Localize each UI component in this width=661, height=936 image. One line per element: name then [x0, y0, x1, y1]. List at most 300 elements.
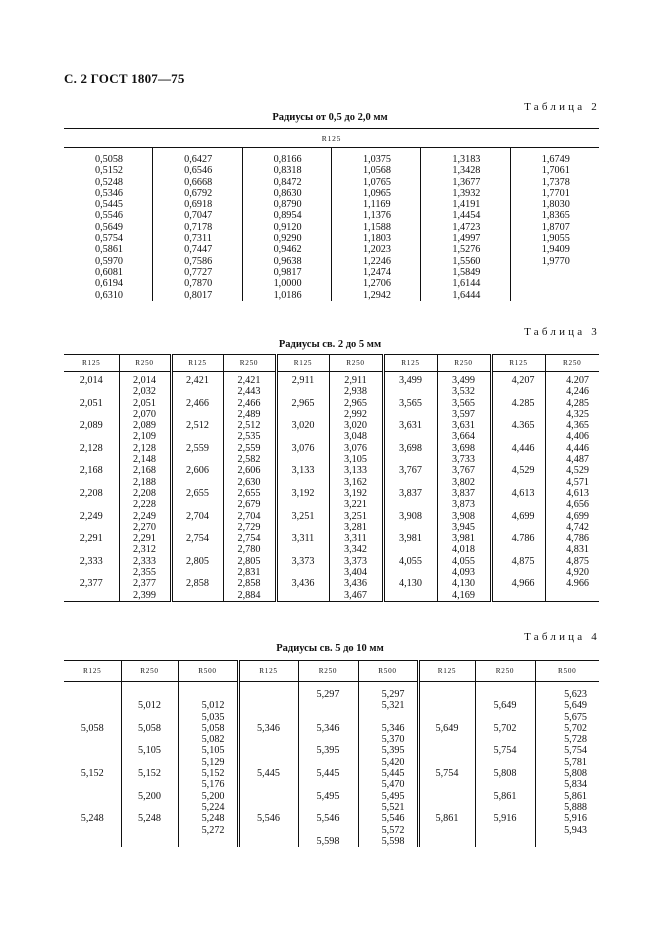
- table3-r250-value: 3,945: [452, 521, 475, 533]
- table3-r125-value: 3,373: [291, 555, 315, 567]
- table3-r125-value: 4.365: [511, 420, 535, 432]
- table3-r250-value: 2,780: [237, 544, 261, 556]
- table2-value: 0,9638: [273, 255, 302, 267]
- table4-r250-value: [122, 836, 178, 847]
- table3-spacer: [385, 590, 437, 601]
- table4-r125-value: [240, 700, 298, 711]
- table3-r125-value: 4,875: [511, 555, 535, 567]
- table4-r250-value: [476, 836, 535, 847]
- table3-r250-value: 2,754: [237, 533, 261, 545]
- table3-r125-value: 2,168: [79, 465, 103, 477]
- table3-r250-value: 2,421: [237, 375, 261, 386]
- table3-spacer: [278, 454, 329, 465]
- table3-spacer: [278, 522, 329, 533]
- table3-spacer: [64, 454, 119, 465]
- table4-r125-value: 5,248: [80, 813, 104, 825]
- table3-r125-value: 2,291: [79, 533, 103, 545]
- table2-value: 0,5152: [95, 165, 124, 177]
- table3-r250-value: 2,704: [237, 510, 261, 522]
- table4-r250-column: [475, 682, 535, 848]
- table2-title: Радиусы от 0,5 до 2,0 мм: [272, 112, 388, 123]
- table3-r125-value: 4,130: [399, 578, 422, 590]
- table4-r125-value: [240, 745, 298, 756]
- table3-r250-value: 4,093: [452, 567, 475, 579]
- table4-r500-value: [179, 689, 225, 700]
- table3-r250-value: 3,467: [344, 589, 367, 601]
- table3-r250-value: 3,698: [452, 442, 475, 454]
- table2-value: 1,7378: [541, 176, 570, 188]
- table4-r500-value: 5,781: [564, 756, 587, 768]
- table2-value: 1,6144: [452, 278, 481, 290]
- table3-spacer: [493, 431, 535, 442]
- table4-r125-value: [420, 825, 475, 836]
- table3-r125-value: 3,981: [399, 533, 422, 545]
- table4-r250-value: [476, 734, 535, 745]
- table3-r125-value: 3,631: [399, 420, 422, 432]
- table2-value: 0,6194: [95, 278, 124, 290]
- table3-r250-value: 2,489: [237, 408, 261, 420]
- table2-value: 1,9770: [541, 255, 570, 267]
- table3-r250-value: 4,365: [566, 420, 589, 432]
- table3-r125-value: 2,089: [79, 420, 103, 432]
- table3-title: Радиусы св. 2 до 5 мм: [278, 339, 382, 350]
- table4-r125-column: [64, 682, 121, 848]
- table3-r250-value: 4,699: [566, 510, 589, 522]
- table4-r125-value: [420, 689, 475, 700]
- table4-r500-value: [359, 712, 405, 723]
- table4-r125-value: [420, 791, 475, 802]
- table2-value: 1,3932: [452, 187, 481, 199]
- table3-r250-value: 2,148: [133, 454, 156, 466]
- table3-r250-column: [329, 372, 383, 602]
- table3-r250-value: 2,333: [133, 555, 156, 567]
- table4-r250-value: 5,546: [316, 813, 340, 825]
- table3-r250-value: 2,032: [133, 386, 156, 398]
- table4-r125-column: [418, 682, 475, 848]
- table3-spacer: [493, 499, 535, 510]
- table4-r125-value: 5,649: [435, 722, 459, 734]
- table4: [64, 660, 599, 847]
- table3-r250-value: 3,311: [344, 533, 367, 545]
- table4-r250-value: 5,598: [316, 835, 340, 847]
- table4-r125-value: 5,546: [257, 813, 280, 825]
- table3-r250-value: 4,742: [566, 521, 589, 533]
- table4-r125-value: [420, 836, 475, 847]
- table2-value: 0,7870: [184, 278, 213, 290]
- table3-r250-value: 2,582: [237, 454, 261, 466]
- table3-spacer: [385, 477, 437, 488]
- table3-r250-value: 3,133: [344, 465, 367, 477]
- table3-header-r250: R250: [437, 355, 491, 372]
- table3-r250-value: 2,559: [237, 442, 261, 454]
- table3-spacer: [173, 499, 223, 510]
- table3-r250-value: 2,109: [133, 431, 156, 443]
- table4-r250-value: [122, 802, 178, 813]
- table4-header-r125: R125: [64, 661, 121, 682]
- table3-spacer: [385, 499, 437, 510]
- table3-r125-value: 2,208: [79, 487, 103, 499]
- table4-r125-value: 5,861: [435, 813, 459, 825]
- table3-spacer: [278, 431, 329, 442]
- table2-value: 1,4454: [452, 210, 481, 222]
- table3-r125-value: 3,698: [399, 442, 422, 454]
- table3-r250-value: 2,535: [237, 431, 261, 443]
- table4-r250-value: [299, 802, 358, 813]
- table3-r125-value: 2,333: [79, 555, 103, 567]
- table3-spacer: [278, 409, 329, 420]
- table2-value: 1,3677: [452, 176, 481, 188]
- table3-r250-value: 2,911: [344, 375, 367, 386]
- table2-column: [510, 148, 599, 301]
- table3-r250-column: [223, 372, 276, 602]
- table3-r125-value: 4,055: [399, 555, 422, 567]
- table3-r125-value: 2,965: [291, 397, 315, 409]
- table4-r125-value: [420, 700, 475, 711]
- table4-r125-value: [240, 802, 298, 813]
- table4-r500-value: 5,346: [381, 722, 405, 734]
- table3-r250-value: 3,565: [452, 397, 475, 409]
- table3-r250-value: 2,399: [133, 589, 156, 601]
- table2-value: 0,6792: [184, 187, 213, 199]
- table4-r125-value: [420, 757, 475, 768]
- table4-r125-value: [64, 791, 121, 802]
- table3-r125-value: 4,529: [511, 465, 535, 477]
- table2-value: 0,6918: [184, 199, 213, 211]
- table4-r500-value: 5,546: [381, 813, 405, 825]
- table3-header-r125: R125: [171, 355, 223, 372]
- table3-r125-value: 3,499: [399, 375, 422, 386]
- table3-spacer: [64, 409, 119, 420]
- table4-r500-value: 5,105: [201, 745, 225, 757]
- table3-r250-value: 4,529: [566, 465, 589, 477]
- table3-r250-value: 2,992: [344, 408, 367, 420]
- table3: [64, 354, 599, 602]
- table2-value: 1,4191: [452, 199, 481, 211]
- table2-value: 1,6749: [541, 154, 570, 165]
- table4-r250-value: 5,200: [138, 790, 161, 802]
- table2-value: 0,5546: [95, 210, 124, 222]
- table3-r250-value: 3,251: [344, 510, 367, 522]
- table2-column: [331, 148, 420, 301]
- table3-r125-value: 4,699: [511, 510, 535, 522]
- table3-r250-value: 4,920: [566, 567, 589, 579]
- table2-body: [64, 148, 599, 301]
- table3-header-r125: R125: [64, 355, 119, 372]
- table2-value: 1,4997: [452, 233, 481, 245]
- table4-r500-value: 5,420: [381, 756, 405, 768]
- table3-r125-value: 4,966: [511, 578, 535, 590]
- table3-spacer: [64, 477, 119, 488]
- table3-r250-value: 2,858: [237, 578, 261, 590]
- table2-value: 0,5970: [95, 255, 124, 267]
- table2-value: 1,1588: [362, 221, 391, 233]
- table4-r250-value: [476, 757, 535, 768]
- table4-r125-value: [64, 779, 121, 790]
- table3-r250-value: 3,020: [344, 420, 367, 432]
- table4-r125-value: [240, 836, 298, 847]
- table3-label: Таблица 3: [524, 326, 600, 338]
- table3-r125-value: 2,911: [291, 375, 315, 386]
- table3-spacer: [493, 409, 535, 420]
- table3-r125-value: 2,606: [186, 465, 209, 477]
- table2-value: 0,7178: [184, 221, 213, 233]
- table3-r125-value: 4,207: [511, 375, 535, 386]
- table3-r125-value: 3,311: [291, 533, 315, 545]
- table3-spacer: [64, 431, 119, 442]
- table3-r250-value: 4,246: [566, 386, 589, 398]
- table2-value: 1,4723: [452, 221, 481, 233]
- table4-r125-value: [64, 757, 121, 768]
- table4-r125-value: [420, 712, 475, 723]
- table4-r125-value: [64, 734, 121, 745]
- table4-r500-column: [535, 682, 599, 848]
- table2-value: 1,0000: [273, 278, 302, 290]
- table2-value: 0,5058: [95, 154, 124, 165]
- table4-r125-value: [240, 734, 298, 745]
- table2-value: 0,6546: [184, 165, 213, 177]
- table3-r250-value: 3,597: [452, 408, 475, 420]
- table3-r250-value: 2,270: [133, 521, 156, 533]
- table4-r500-value: 5,888: [564, 801, 587, 813]
- table4-header-r500: R500: [358, 661, 418, 682]
- table3-r250-value: 2,443: [237, 386, 261, 398]
- table4-r500-column: [178, 682, 238, 848]
- table3-r250-value: 2,606: [237, 465, 261, 477]
- table4-r500-value: 5,861: [564, 790, 587, 802]
- table3-r250-value: 4.207: [566, 375, 589, 386]
- table2-value: 1,0965: [362, 187, 391, 199]
- table3-r125-value: 2,704: [186, 510, 209, 522]
- table3-spacer: [278, 544, 329, 555]
- table2-value: 0,8166: [273, 154, 302, 165]
- table4-r125-value: [240, 712, 298, 723]
- table4-r500-value: 5,058: [201, 722, 225, 734]
- table3-r125-value: 3,837: [399, 487, 422, 499]
- table3-r250-value: 3,076: [344, 442, 367, 454]
- table4-r125-value: [420, 779, 475, 790]
- table3-spacer: [278, 477, 329, 488]
- table3-r250-value: 3,802: [452, 476, 475, 488]
- table3-spacer: [173, 386, 223, 397]
- table4-r125-value: [64, 745, 121, 756]
- table3-r250-value: 3,631: [452, 420, 475, 432]
- table3-spacer: [493, 386, 535, 397]
- table3-r250-value: 4,406: [566, 431, 589, 443]
- table3-r125-value: 3,133: [291, 465, 315, 477]
- table2-value: 1,0186: [273, 289, 302, 301]
- table3-r250-value: 2,729: [237, 521, 261, 533]
- table3-spacer: [385, 544, 437, 555]
- table3-spacer: [385, 522, 437, 533]
- table4-r250-value: [122, 757, 178, 768]
- table4-r125-value: [240, 779, 298, 790]
- table4-r500-value: 5,943: [564, 824, 587, 836]
- table3-r250-value: 2,249: [133, 510, 156, 522]
- table3-spacer: [64, 386, 119, 397]
- table3-spacer: [385, 431, 437, 442]
- table2: [64, 128, 599, 301]
- table4-r250-value: [476, 825, 535, 836]
- table4-header-r125: R125: [418, 661, 475, 682]
- table3-r250-value: 2,168: [133, 465, 156, 477]
- table3-r250-value: 3,873: [452, 499, 475, 511]
- table3-spacer: [173, 431, 223, 442]
- table3-spacer: [385, 454, 437, 465]
- table3-r250-value: [546, 590, 590, 601]
- table4-r500-value: 5,834: [564, 779, 587, 791]
- table4-r500-value: 5,200: [201, 790, 225, 802]
- table4-r500-value: 5,728: [564, 734, 587, 746]
- table3-spacer: [493, 567, 535, 578]
- table3-r125-value: 2,655: [186, 487, 209, 499]
- table3-header-r250: R250: [223, 355, 276, 372]
- table3-r250-column: [119, 372, 171, 602]
- table3-r250-value: 4,325: [566, 408, 589, 420]
- table3-header-r125: R125: [491, 355, 545, 372]
- table3-r125-value: 4.285: [511, 397, 535, 409]
- table3-r250-value: 2,679: [237, 499, 261, 511]
- table4-r125-value: [420, 745, 475, 756]
- table4-r250-value: 5,297: [316, 689, 340, 700]
- table4-r250-value: 5,649: [493, 700, 517, 712]
- table3-spacer: [173, 454, 223, 465]
- table2-value: 0,8954: [273, 210, 302, 222]
- table3-r250-value: 3,436: [344, 578, 367, 590]
- table3-r250-value: 2,965: [344, 397, 367, 409]
- table3-header-r125: R125: [383, 355, 437, 372]
- table3-r250-value: 4,656: [566, 499, 589, 511]
- table3-r250-value: 4,786: [566, 533, 589, 545]
- table4-r125-value: [240, 689, 298, 700]
- table2-value: 0,8472: [273, 176, 302, 188]
- table3-spacer: [64, 499, 119, 510]
- table4-r250-value: [299, 712, 358, 723]
- table3-r250-value: 3,162: [344, 476, 367, 488]
- table3-r125-value: 2,754: [186, 533, 209, 545]
- table4-r500-value: 5,916: [564, 813, 587, 825]
- table4-r500-value: 5,572: [381, 824, 405, 836]
- table4-header-r250: R250: [121, 661, 178, 682]
- table2-value: 0,7311: [184, 233, 212, 245]
- table4-r125-value: 5,445: [257, 768, 280, 780]
- table4-r250-value: 5,808: [493, 768, 517, 780]
- table4-r250-value: [299, 757, 358, 768]
- table2-label: Таблица 2: [524, 101, 600, 113]
- table2-column: [64, 148, 153, 301]
- table3-r250-value: 3,664: [452, 431, 475, 443]
- table4-r125-value: [240, 757, 298, 768]
- table2-value: 1,0375: [362, 154, 391, 165]
- table3-r250-value: 4,613: [566, 487, 589, 499]
- table2-value: 1,2942: [362, 289, 391, 301]
- table4-r250-value: [476, 712, 535, 723]
- table3-r250-value: 3,192: [344, 487, 367, 499]
- table3-r250-value: 2,831: [237, 567, 261, 579]
- table3-r125-value: 3,251: [291, 510, 315, 522]
- table2-value: 0,6310: [95, 289, 124, 301]
- table2-value: 0,7586: [184, 255, 213, 267]
- table4-r250-value: [299, 734, 358, 745]
- table3-spacer: [173, 567, 223, 578]
- table2-value: 0,5861: [95, 244, 124, 256]
- table2-value: 0,9462: [273, 244, 302, 256]
- table4-r250-value: [476, 802, 535, 813]
- table3-r250-value: 4,169: [452, 589, 475, 601]
- table4-r500-value: 5,808: [564, 768, 587, 780]
- table3-r250-value: 2,228: [133, 499, 156, 511]
- table3-r250-value: 2,208: [133, 487, 156, 499]
- table4-r250-value: [122, 712, 178, 723]
- table4-r500-value: 5,649: [564, 700, 587, 712]
- table3-r250-value: 2,377: [133, 578, 156, 590]
- table4-r250-value: 5,346: [316, 722, 340, 734]
- table4-r125-value: 5,058: [80, 722, 104, 734]
- table3-spacer: [173, 590, 223, 601]
- table2-value: 0,7047: [184, 210, 213, 222]
- table2-value: 1,5560: [452, 255, 481, 267]
- table3-r125-value: 2,249: [79, 510, 103, 522]
- table3-r250-value: 3,908: [452, 510, 475, 522]
- page-header: С. 2 ГОСТ 1807—75: [64, 71, 185, 86]
- table4-r500-value: 5,495: [381, 790, 405, 802]
- table4-r500-value: 5,623: [564, 689, 587, 700]
- table4-r125-value: [240, 825, 298, 836]
- table2-value: 0,5248: [95, 176, 124, 188]
- table3-r125-value: 2,512: [186, 420, 209, 432]
- table3-spacer: [278, 499, 329, 510]
- table3-r125-value: 3,192: [291, 487, 315, 499]
- table3-r125-value: 2,014: [79, 375, 103, 386]
- table2-value: 1,9055: [541, 233, 570, 245]
- table4-r250-value: 5,058: [138, 722, 161, 734]
- table3-header-r250: R250: [119, 355, 171, 372]
- table2-value: 0,8790: [273, 199, 302, 211]
- table3-r125-value: 3,020: [291, 420, 315, 432]
- table3-r125-value: 2,466: [186, 397, 209, 409]
- table4-r250-value: [299, 779, 358, 790]
- table4-r250-value: 5,012: [138, 700, 161, 712]
- table4-r125-value: [240, 791, 298, 802]
- table4-r250-value: [122, 734, 178, 745]
- table3-r125-value: 2,128: [79, 442, 103, 454]
- table4-header-r125: R125: [238, 661, 298, 682]
- table4-r500-value: 5,082: [201, 734, 225, 746]
- table3-spacer: [278, 567, 329, 578]
- table3-r250-value: 4,018: [452, 544, 475, 556]
- table3-r250-value: 2,188: [133, 476, 156, 488]
- table4-r250-value: [122, 689, 178, 700]
- table3-spacer: [493, 454, 535, 465]
- table3-r250-column: [437, 372, 491, 602]
- table4-r500-value: 5,224: [201, 801, 225, 813]
- table4-r500-value: 5,395: [381, 745, 405, 757]
- table4-r500-value: 5,297: [381, 689, 405, 700]
- table3-r125-value: 2,377: [79, 578, 103, 590]
- table4-r125-value: [64, 825, 121, 836]
- table2-column: [153, 148, 242, 301]
- table3-r250-value: 4,571: [566, 476, 589, 488]
- table2-value: 1,1803: [362, 233, 391, 245]
- table3-r250-value: 2,655: [237, 487, 261, 499]
- table3-r125-column: [171, 372, 223, 602]
- table3-r250-value: 2,089: [133, 420, 156, 432]
- table4-r500-value: 5,248: [201, 813, 225, 825]
- table3-spacer: [173, 522, 223, 533]
- table3-spacer: [493, 477, 535, 488]
- table4-header-r500: R500: [535, 661, 599, 682]
- table3-r125-value: 2,858: [186, 578, 209, 590]
- table3-r125-value: 4,613: [511, 487, 535, 499]
